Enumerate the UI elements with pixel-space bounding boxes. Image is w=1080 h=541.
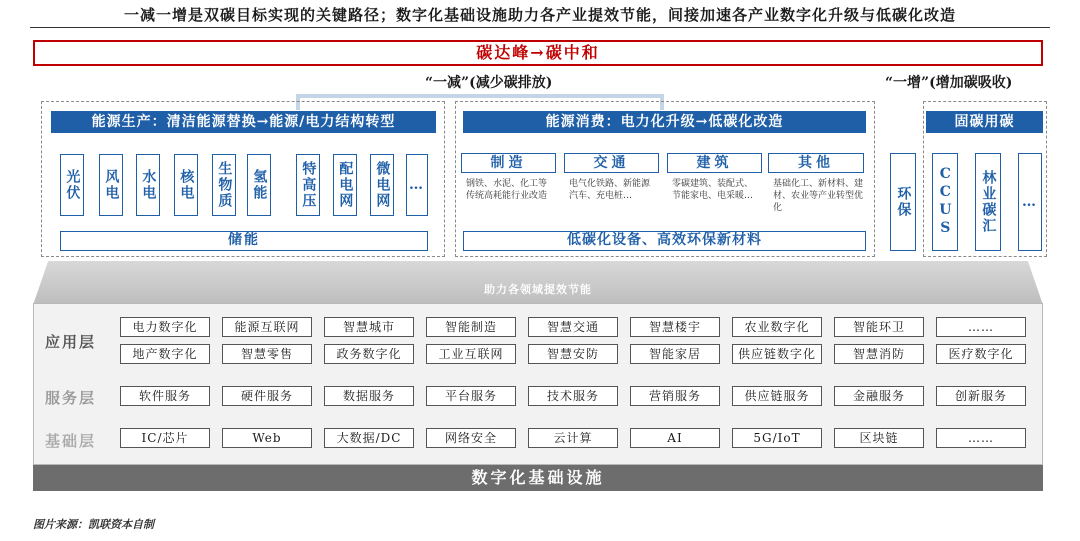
app-cell: 智慧安防 [528,344,618,364]
infra-cell: Web [222,428,312,448]
application-layer-label: 应用层 [45,333,97,351]
app-cell: …… [936,317,1026,337]
app-cell: 地产数字化 [120,344,210,364]
app-cell: 智能制造 [426,317,516,337]
service-cell: 软件服务 [120,386,210,406]
title-divider [30,27,1050,28]
energy-consumption-header: 能源消费：电力化升级→低碳化改造 [463,111,866,133]
consumption-category-other-desc: 基础化工、新材料、建材、农业等产业转型优化 [773,179,864,213]
carbon-fixation-more: … [1018,153,1042,251]
app-cell: 智慧楼宇 [630,317,720,337]
consumption-category-transport: 交通 [564,153,659,173]
production-item-nuclear: 核电 [174,154,198,216]
app-cell: 智能家居 [630,344,720,364]
app-cell: 智慧零售 [222,344,312,364]
service-cell: 数据服务 [324,386,414,406]
service-layer-label: 服务层 [45,389,97,407]
reduce-emission-label: “一减”(减少碳排放) [425,75,553,91]
consumption-category-manufacturing-desc: 钢铁、水泥、化工等传统高耗能行业改造 [466,179,548,201]
service-cell: 硬件服务 [222,386,312,406]
app-cell: 智能环卫 [834,317,924,337]
energy-production-header: 能源生产：清洁能源替换→能源/电力结构转型 [51,111,436,133]
production-item-distribution-grid: 配电网 [333,154,357,216]
empower-band [33,255,1043,305]
production-item-uhv: 特高压 [296,154,320,216]
infra-cell: 5G/IoT [732,428,822,448]
service-cell: 创新服务 [936,386,1026,406]
consumption-category-transport-desc: 电气化铁路、新能源汽车、充电桩… [569,179,651,201]
app-cell: 能源互联网 [222,317,312,337]
production-item-more: … [406,154,428,216]
production-item-solar: 光伏 [60,154,84,216]
energy-storage-box: 储能 [60,231,428,251]
infrastructure-layer-label: 基础层 [45,432,97,450]
page-title: 一减一增是双碳目标实现的关键路径；数字化基础设施助力各产业提效节能，间接加速各产业数字化升级与低碳化改造 [123,6,956,24]
low-carbon-equipment-box: 低碳化设备、高效环保新材料 [463,231,866,251]
app-cell: 医疗数字化 [936,344,1026,364]
consumption-category-other: 其他 [768,153,864,173]
service-cell: 金融服务 [834,386,924,406]
app-cell: 供应链数字化 [732,344,822,364]
production-item-wind: 风电 [99,154,123,216]
app-cell: 智慧交通 [528,317,618,337]
production-item-hydrogen: 氢能 [247,154,271,216]
infra-cell: 大数据/DC [324,428,414,448]
infra-cell: …… [936,428,1026,448]
goal-box: 碳达峰→碳中和 [33,40,1043,66]
service-cell: 营销服务 [630,386,720,406]
infra-cell: 区块链 [834,428,924,448]
service-cell: 技术服务 [528,386,618,406]
consumption-category-manufacturing: 制造 [461,153,556,173]
consumption-category-building: 建筑 [667,153,762,173]
digital-infrastructure-bar: 数字化基础设施 [33,465,1043,491]
app-cell: 农业数字化 [732,317,822,337]
infra-cell: 网络安全 [426,428,516,448]
infra-cell: 云计算 [528,428,618,448]
connector-line [296,94,664,98]
app-cell: 工业互联网 [426,344,516,364]
infra-cell: AI [630,428,720,448]
infra-cell: IC/芯片 [120,428,210,448]
app-cell: 电力数字化 [120,317,210,337]
consumption-category-building-desc: 零碳建筑、装配式、节能家电、电采暖… [672,179,754,201]
environmental-protection-box: 环保 [890,153,916,251]
production-item-biomass: 生物质 [212,154,236,216]
production-item-hydro: 水电 [136,154,160,216]
app-cell: 政务数字化 [324,344,414,364]
ccus-box: CCUS [932,153,958,251]
empower-label: 助力各领域提效节能 [484,283,592,296]
forestry-carbon-sink-box: 林业碳汇 [975,153,1001,251]
increase-absorption-label: “一增”(增加碳吸收) [885,75,1013,91]
app-cell: 智慧消防 [834,344,924,364]
app-cell: 智慧城市 [324,317,414,337]
service-cell: 平台服务 [426,386,516,406]
service-cell: 供应链服务 [732,386,822,406]
carbon-fixation-header: 固碳用碳 [926,111,1043,133]
production-item-microgrid: 微电网 [370,154,394,216]
image-source: 图片来源：凯联资本自制 [33,518,154,531]
